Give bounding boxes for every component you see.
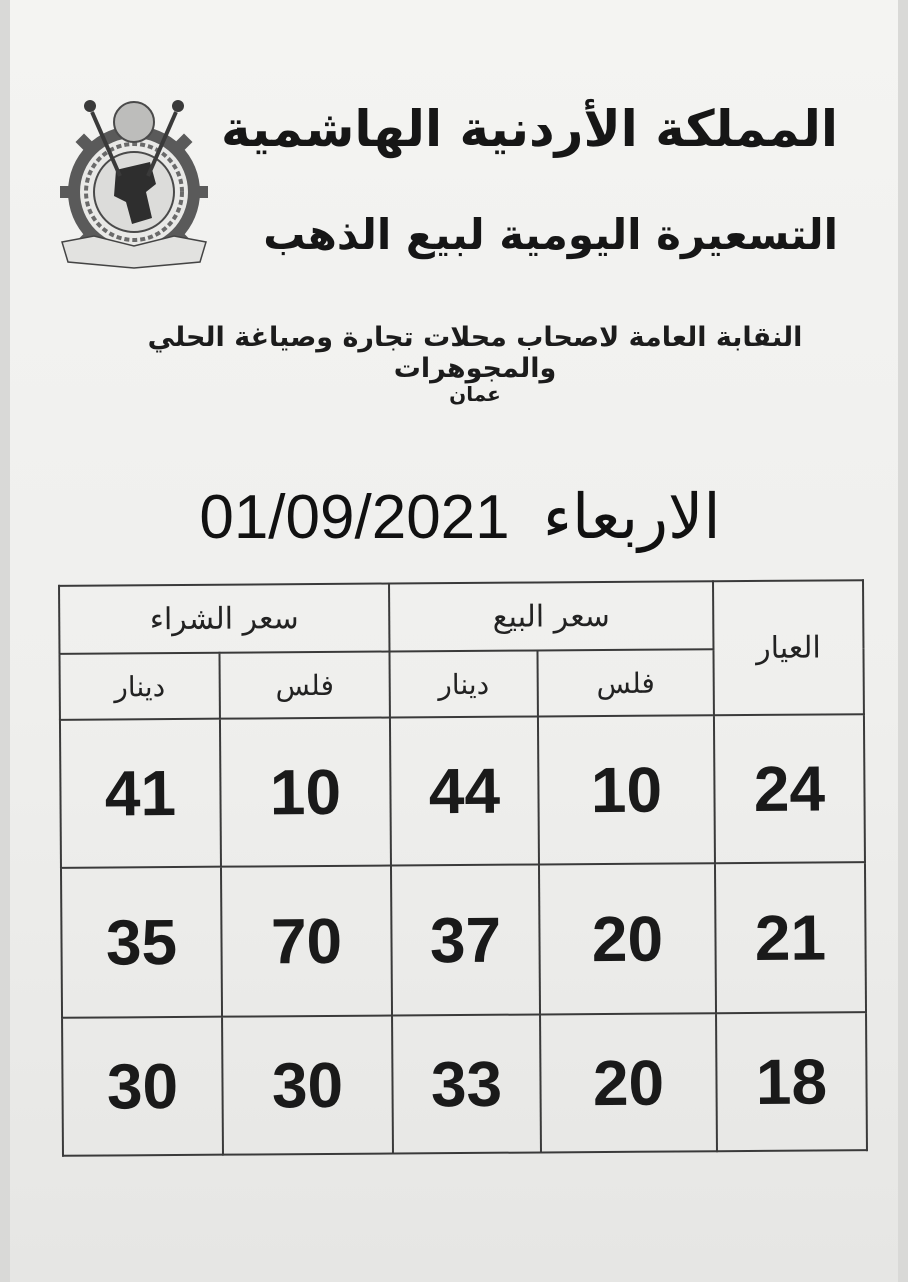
sell-fils-label: فلس xyxy=(537,649,713,716)
kingdom-title: المملكة الأردنية الهاشمية xyxy=(220,100,838,158)
date-value: 01/09/2021 xyxy=(199,483,510,552)
buy-dinar-cell: 35 xyxy=(61,867,222,1018)
buy-fils-label: فلس xyxy=(219,652,389,719)
buy-price-header: سعر الشراء xyxy=(59,584,389,654)
sell-fils-cell: 20 xyxy=(540,1013,717,1152)
karat-cell: 18 xyxy=(716,1012,867,1151)
pricing-subtitle: التسعيرة اليومية لبيع الذهب xyxy=(263,210,838,259)
karat-header: العيار xyxy=(713,580,864,715)
table-row xyxy=(60,714,865,868)
price-sheet xyxy=(10,0,898,1282)
organization-name: النقابة العامة لاصحاب محلات تجارة وصياغة الحلي والمجوهرات xyxy=(147,322,803,384)
table-row xyxy=(62,1012,867,1156)
table-row xyxy=(61,862,866,1018)
buy-dinar-cell: 41 xyxy=(60,719,221,868)
sell-price-header: سعر البيع xyxy=(389,581,713,651)
karat-cell: 21 xyxy=(715,862,866,1013)
sell-dinar-cell: 37 xyxy=(391,864,540,1015)
syndicate-logo xyxy=(54,92,214,272)
weekday: الاربعاء xyxy=(542,483,721,552)
city-name: عمان xyxy=(449,382,501,406)
buy-fils-cell: 30 xyxy=(222,1015,393,1154)
sell-dinar-label: دينار xyxy=(389,650,537,717)
karat-cell: 24 xyxy=(714,714,865,863)
sell-dinar-cell: 33 xyxy=(392,1014,541,1153)
buy-dinar-label: دينار xyxy=(59,653,219,720)
buy-dinar-cell: 30 xyxy=(62,1017,223,1156)
sell-dinar-cell: 44 xyxy=(390,716,539,865)
sell-fils-cell: 20 xyxy=(539,863,716,1014)
sell-fils-cell: 10 xyxy=(538,715,715,864)
buy-fils-cell: 70 xyxy=(221,866,392,1017)
gold-price-table xyxy=(58,579,868,1157)
buy-fils-cell: 10 xyxy=(220,718,391,867)
date-line xyxy=(160,480,760,560)
gear-emblem-icon xyxy=(54,92,214,272)
